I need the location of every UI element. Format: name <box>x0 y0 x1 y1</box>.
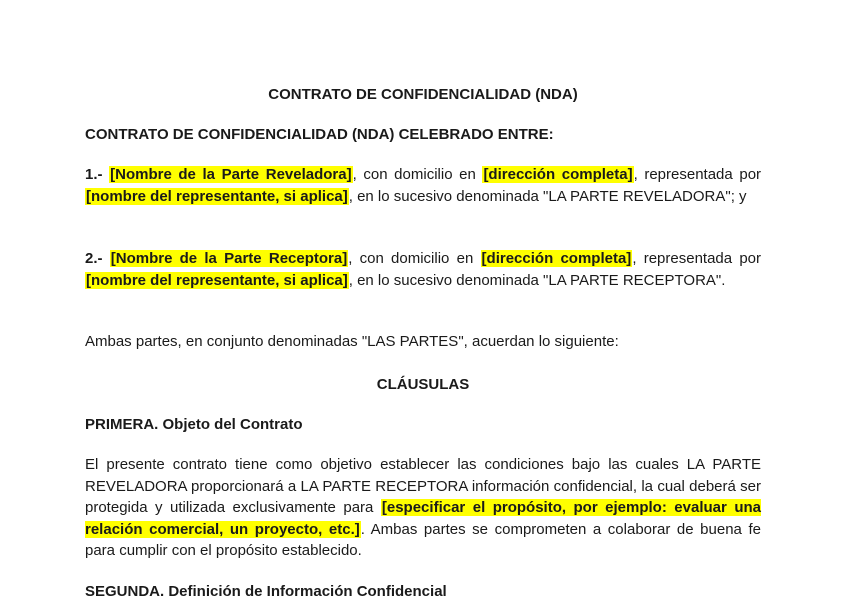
clauses-heading: CLÁUSULAS <box>376 376 470 393</box>
clause2-heading: SEGUNDA. Definición de Información Confidencial <box>85 583 447 600</box>
party2-text-b: , representada por <box>632 250 762 267</box>
party2-name-placeholder: [Nombre de la Parte Receptora] <box>110 250 348 267</box>
party2-paragraph <box>85 248 761 291</box>
party1-paragraph <box>85 164 761 207</box>
party2-rep-placeholder: [nombre del representante, si aplica] <box>86 271 348 289</box>
clause1-purpose-placeholder: [especificar el propósito, por ejemplo: evaluar una relación comercial, un proyecto, etc.] <box>85 499 761 538</box>
clause1-heading: PRIMERA. Objeto del Contrato <box>85 416 303 433</box>
party2-number: 2.- <box>85 250 103 267</box>
clause1-text-a: El presente contrato tiene como objetivo establecer las condiciones bajo las cuales LA PARTE REVELADORA proporcionará a LA PARTE RECEPTORA información confidencial, la cual deberá ser protegida y utilizada exclusivamente para <box>85 456 761 516</box>
party1-text-b: , representada por <box>633 166 762 183</box>
party1-text-a: , con domicilio en <box>352 166 483 183</box>
party1-name-placeholder: [Nombre de la Parte Reveladora] <box>110 166 352 183</box>
party1-number: 1.- <box>85 166 103 183</box>
clause1-paragraph <box>85 454 761 562</box>
clause1-text-b: . Ambas partes se comprometen a colaborar de buena fe para cumplir con el propósito establecido. <box>85 520 761 559</box>
party1-text-c: , en lo sucesivo denominada "LA PARTE REVELADORA"; y <box>348 187 747 205</box>
intro-heading: CONTRATO DE CONFIDENCIALIDAD (NDA) CELEBRADO ENTRE: <box>85 126 554 143</box>
document-title: CONTRATO DE CONFIDENCIALIDAD (NDA) <box>268 86 578 103</box>
party2-text-a: , con domicilio en <box>348 250 481 267</box>
party2-text-c: , en lo sucesivo denominada "LA PARTE RECEPTORA". <box>348 271 726 289</box>
party1-rep-placeholder: [nombre del representante, si aplica] <box>86 187 348 205</box>
party1-address-placeholder: [dirección completa] <box>483 166 633 183</box>
both-parties-paragraph: Ambas partes, en conjunto denominadas "LAS PARTES", acuerdan lo siguiente: <box>85 333 619 350</box>
party2-address-placeholder: [dirección completa] <box>481 250 632 267</box>
